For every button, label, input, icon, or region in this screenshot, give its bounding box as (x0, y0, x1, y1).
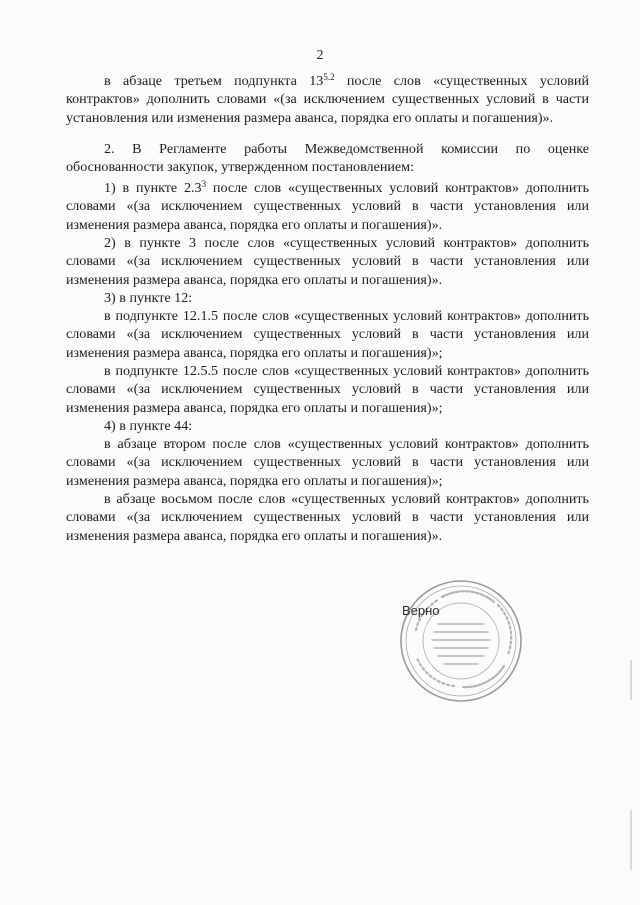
page-number: 2 (316, 48, 324, 63)
paragraph-9: в абзаце втором после слов «существенных условий контрактов» дополнить словами «(за исключением существенных условий в части установления или изменения размера аванса, порядка его оплаты и погашения)»; (66, 436, 589, 489)
paragraph-1: в абзаце третьем подпункта $13^{5.2}$ после слов «существенных условий контрактов» дополнить словами «(за исключением существенных условий в части установления или изменения размера аванса, порядка его оплаты и погашения)». (66, 72, 589, 126)
scan-margin-artifact (630, 810, 632, 870)
paragraph-8: 4) в пункте 44: (104, 418, 193, 434)
paragraph-2: 2. В Регламенте работы Межведомственной комиссии по оценке обоснованности закупок, утвержденном постановлением: (66, 141, 589, 176)
certified-label: Верно (402, 603, 440, 618)
paragraph-7: в подпункте 12.5.5 после слов «существенных условий контрактов» дополнить словами «(за исключением существенных условий в части установления или изменения размера аванса, порядка его оплаты и погашения)»; (66, 363, 589, 416)
paragraph-6: в подпункте 12.1.5 после слов «существенных условий контрактов» дополнить словами «(за исключением существенных условий в части установления или изменения размера аванса, порядка его оплаты и погашения)»; (66, 308, 589, 361)
official-stamp-seal (398, 578, 524, 704)
paragraph-10: в абзаце восьмом после слов «существенных условий контрактов» дополнить словами «(за исключением существенных условий в части установления или изменения размера аванса, порядка его оплаты и погашения)». (66, 491, 589, 544)
scan-margin-artifact (630, 660, 632, 700)
paragraph-4: 2) в пункте 3 после слов «существенных условий контрактов» дополнить словами «(за исключением существенных условий в части установления или изменения размера аванса, порядка его оплаты и погашения)». (66, 235, 589, 288)
paragraph-5: 3) в пункте 12: (104, 290, 193, 306)
paragraph-3: 1) в пункте $2.3^3$ после слов «существенных условий контрактов» дополнить словами «(за исключением существенных условий в части установления или изменения размера аванса, порядка его оплаты и погашения)». (66, 179, 589, 233)
